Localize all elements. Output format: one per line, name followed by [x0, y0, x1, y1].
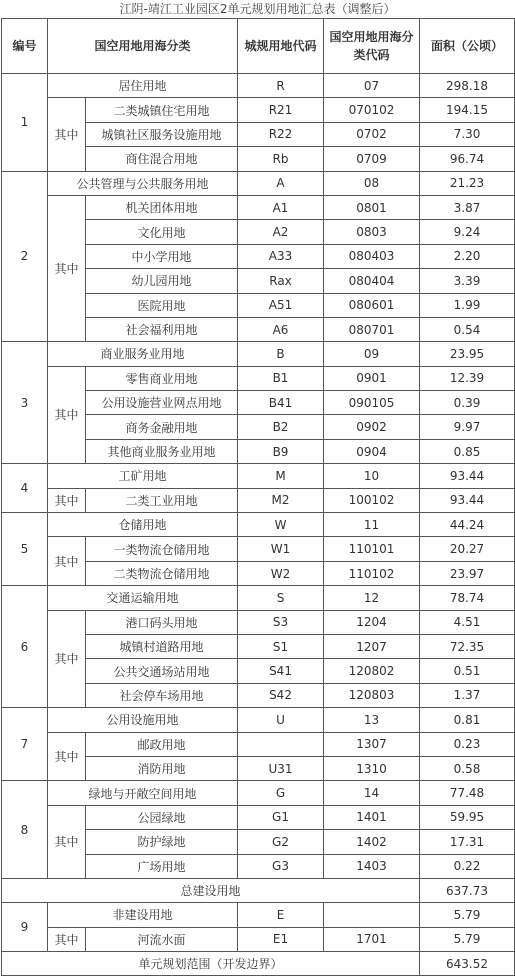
- area-value: 93.44: [420, 464, 515, 488]
- table-row: [2, 366, 515, 390]
- city-code: A51: [238, 293, 324, 317]
- subcategory-name: 中小学用地: [86, 244, 238, 268]
- total-construction-area: 637.73: [420, 878, 515, 902]
- qizhong-label: 其中: [48, 98, 86, 171]
- group-number: 2: [2, 171, 48, 342]
- category-name: 非建设用地: [48, 903, 238, 927]
- table-header-row: [2, 19, 515, 74]
- table-row: [2, 171, 515, 195]
- area-value: 7.30: [420, 122, 515, 146]
- table-row: [2, 537, 515, 561]
- nat-code: 14: [324, 781, 420, 805]
- nat-code: 0702: [324, 122, 420, 146]
- city-code: A2: [238, 220, 324, 244]
- subcategory-name: 河流水面: [86, 927, 238, 951]
- table-row: [2, 805, 515, 829]
- city-code: G3: [238, 854, 324, 878]
- nat-code: 1204: [324, 610, 420, 634]
- city-code: B2: [238, 415, 324, 439]
- table-row: [2, 488, 515, 512]
- area-value: 93.44: [420, 488, 515, 512]
- subcategory-name: 城镇村道路用地: [86, 634, 238, 658]
- qizhong-label: 其中: [48, 927, 86, 951]
- table-row: [2, 610, 515, 634]
- nat-code: 1401: [324, 805, 420, 829]
- area-value: 44.24: [420, 513, 515, 537]
- city-code: W1: [238, 537, 324, 561]
- table-row: [2, 732, 515, 756]
- header-area: 面积（公顷）: [420, 19, 515, 74]
- qizhong-label: 其中: [48, 732, 86, 781]
- city-code: S3: [238, 610, 324, 634]
- table-row: [2, 74, 515, 98]
- area-value: 5.79: [420, 927, 515, 951]
- subcategory-name: 二类城镇住宅用地: [86, 98, 238, 122]
- area-value: 9.24: [420, 220, 515, 244]
- city-code: A6: [238, 317, 324, 341]
- area-value: 1.37: [420, 683, 515, 707]
- city-code: U: [238, 708, 324, 732]
- table-row: [2, 464, 515, 488]
- nat-code: 110101: [324, 537, 420, 561]
- area-value: 23.95: [420, 342, 515, 366]
- nat-code: 0901: [324, 366, 420, 390]
- nat-code: 08: [324, 171, 420, 195]
- subcategory-name: 文化用地: [86, 220, 238, 244]
- nat-code: 110102: [324, 561, 420, 585]
- city-code: R: [238, 74, 324, 98]
- subcategory-name: 社会福利用地: [86, 317, 238, 341]
- table-row: [2, 903, 515, 927]
- table-row: [2, 342, 515, 366]
- table-row: [2, 586, 515, 610]
- nat-code: 090105: [324, 391, 420, 415]
- area-value: 0.85: [420, 439, 515, 463]
- nat-code: 1402: [324, 830, 420, 854]
- subcategory-name: 其他商业服务业用地: [86, 439, 238, 463]
- city-code: G: [238, 781, 324, 805]
- area-value: 78.74: [420, 586, 515, 610]
- area-value: 0.81: [420, 708, 515, 732]
- city-code: A33: [238, 244, 324, 268]
- area-value: 23.97: [420, 561, 515, 585]
- city-code: G2: [238, 830, 324, 854]
- subcategory-name: 社会停车场用地: [86, 683, 238, 707]
- nat-code: 120803: [324, 683, 420, 707]
- table-title: 江阴-靖江工业园区2单元规划用地汇总表（调整后）: [119, 2, 396, 16]
- nat-code: 1403: [324, 854, 420, 878]
- group-number: 7: [2, 708, 48, 781]
- table-body: [2, 74, 515, 976]
- city-code: B9: [238, 439, 324, 463]
- unit-total-label: 单元规划范围（开发边界）: [2, 952, 420, 976]
- city-code: E: [238, 903, 324, 927]
- subcategory-name: 二类工业用地: [86, 488, 238, 512]
- nat-code: 0904: [324, 439, 420, 463]
- city-code: Rax: [238, 269, 324, 293]
- group-number: 1: [2, 74, 48, 172]
- area-value: 3.87: [420, 195, 515, 219]
- category-name: 仓储用地: [48, 513, 238, 537]
- table-row: [2, 195, 515, 219]
- category-name: 工矿用地: [48, 464, 238, 488]
- city-code: A: [238, 171, 324, 195]
- area-value: 59.95: [420, 805, 515, 829]
- subcategory-name: 广场用地: [86, 854, 238, 878]
- group-number: 6: [2, 586, 48, 708]
- qizhong-label: 其中: [48, 610, 86, 708]
- subcategory-name: 幼儿园用地: [86, 269, 238, 293]
- city-code: W: [238, 513, 324, 537]
- table-row: [2, 98, 515, 122]
- area-value: 0.51: [420, 659, 515, 683]
- nat-code: 080403: [324, 244, 420, 268]
- city-code: [238, 732, 324, 756]
- subcategory-name: 医院用地: [86, 293, 238, 317]
- subcategory-name: 公用设施营业网点用地: [86, 391, 238, 415]
- nat-code: 10: [324, 464, 420, 488]
- category-name: 交通运输用地: [48, 586, 238, 610]
- group-number: 3: [2, 342, 48, 464]
- nat-code: 11: [324, 513, 420, 537]
- qizhong-label: 其中: [48, 366, 86, 464]
- area-value: 9.97: [420, 415, 515, 439]
- area-value: 72.35: [420, 634, 515, 658]
- city-code: A1: [238, 195, 324, 219]
- unit-total-row: [2, 952, 515, 976]
- city-code: B41: [238, 391, 324, 415]
- city-code: S41: [238, 659, 324, 683]
- total-construction-label: 总建设用地: [2, 878, 420, 902]
- nat-code: 080404: [324, 269, 420, 293]
- area-value: 298.18: [420, 74, 515, 98]
- area-value: 0.39: [420, 391, 515, 415]
- city-code: S: [238, 586, 324, 610]
- header-num: 编号: [2, 19, 48, 74]
- city-code: B: [238, 342, 324, 366]
- nat-code: 120802: [324, 659, 420, 683]
- area-value: 0.23: [420, 732, 515, 756]
- category-name: 公用设施用地: [48, 708, 238, 732]
- area-value: 5.79: [420, 903, 515, 927]
- subcategory-name: 机关团体用地: [86, 195, 238, 219]
- category-name: 商业服务业用地: [48, 342, 238, 366]
- group-number: 8: [2, 781, 48, 879]
- nat-code: 1701: [324, 927, 420, 951]
- subcategory-name: 商务金融用地: [86, 415, 238, 439]
- table-row: [2, 708, 515, 732]
- nat-code: 1310: [324, 756, 420, 780]
- area-value: 194.15: [420, 98, 515, 122]
- city-code: E1: [238, 927, 324, 951]
- subcategory-name: 商住混合用地: [86, 147, 238, 171]
- group-number: 9: [2, 903, 48, 952]
- nat-code: [324, 903, 420, 927]
- nat-code: 100102: [324, 488, 420, 512]
- subcategory-name: 邮政用地: [86, 732, 238, 756]
- nat-code: 0902: [324, 415, 420, 439]
- area-value: 21.23: [420, 171, 515, 195]
- header-category: 国空用地用海分类: [48, 19, 238, 74]
- area-value: 3.39: [420, 269, 515, 293]
- nat-code: 070102: [324, 98, 420, 122]
- category-name: 居住用地: [48, 74, 238, 98]
- city-code: S1: [238, 634, 324, 658]
- table-row: [2, 781, 515, 805]
- city-code: Rb: [238, 147, 324, 171]
- area-value: 12.39: [420, 366, 515, 390]
- nat-code: 080701: [324, 317, 420, 341]
- qizhong-label: 其中: [48, 195, 86, 341]
- group-number: 4: [2, 464, 48, 513]
- area-value: 96.74: [420, 147, 515, 171]
- land-use-summary-table: [1, 18, 515, 976]
- area-value: 0.58: [420, 756, 515, 780]
- subcategory-name: 防护绿地: [86, 830, 238, 854]
- nat-code: 12: [324, 586, 420, 610]
- qizhong-label: 其中: [48, 537, 86, 586]
- group-number: 5: [2, 513, 48, 586]
- nat-code: 13: [324, 708, 420, 732]
- nat-code: 1207: [324, 634, 420, 658]
- header-nat-code: 国空用地用海分类代码: [324, 19, 420, 74]
- nat-code: 1307: [324, 732, 420, 756]
- subcategory-name: 零售商业用地: [86, 366, 238, 390]
- city-code: M2: [238, 488, 324, 512]
- total-construction-row: [2, 878, 515, 902]
- nat-code: 0803: [324, 220, 420, 244]
- subcategory-name: 港口码头用地: [86, 610, 238, 634]
- area-value: 0.22: [420, 854, 515, 878]
- subcategory-name: 城镇社区服务设施用地: [86, 122, 238, 146]
- area-value: 77.48: [420, 781, 515, 805]
- subcategory-name: 公园绿地: [86, 805, 238, 829]
- city-code: R21: [238, 98, 324, 122]
- subcategory-name: 消防用地: [86, 756, 238, 780]
- subcategory-name: 二类物流仓储用地: [86, 561, 238, 585]
- city-code: B1: [238, 366, 324, 390]
- area-value: 1.99: [420, 293, 515, 317]
- city-code: S42: [238, 683, 324, 707]
- area-value: 2.20: [420, 244, 515, 268]
- header-city-code: 城规用地代码: [238, 19, 324, 74]
- city-code: U31: [238, 756, 324, 780]
- qizhong-label: 其中: [48, 805, 86, 878]
- area-value: 20.27: [420, 537, 515, 561]
- category-name: 公共管理与公共服务用地: [48, 171, 238, 195]
- category-name: 绿地与开敞空间用地: [48, 781, 238, 805]
- area-value: 17.31: [420, 830, 515, 854]
- city-code: G1: [238, 805, 324, 829]
- subcategory-name: 一类物流仓储用地: [86, 537, 238, 561]
- nat-code: 07: [324, 74, 420, 98]
- city-code: M: [238, 464, 324, 488]
- nat-code: 0801: [324, 195, 420, 219]
- unit-total-area: 643.52: [420, 952, 515, 976]
- qizhong-label: 其中: [48, 488, 86, 512]
- area-value: 0.54: [420, 317, 515, 341]
- city-code: W2: [238, 561, 324, 585]
- table-row: [2, 513, 515, 537]
- city-code: R22: [238, 122, 324, 146]
- nat-code: 09: [324, 342, 420, 366]
- table-row: [2, 927, 515, 951]
- subcategory-name: 公共交通场站用地: [86, 659, 238, 683]
- area-value: 4.51: [420, 610, 515, 634]
- nat-code: 080601: [324, 293, 420, 317]
- nat-code: 0709: [324, 147, 420, 171]
